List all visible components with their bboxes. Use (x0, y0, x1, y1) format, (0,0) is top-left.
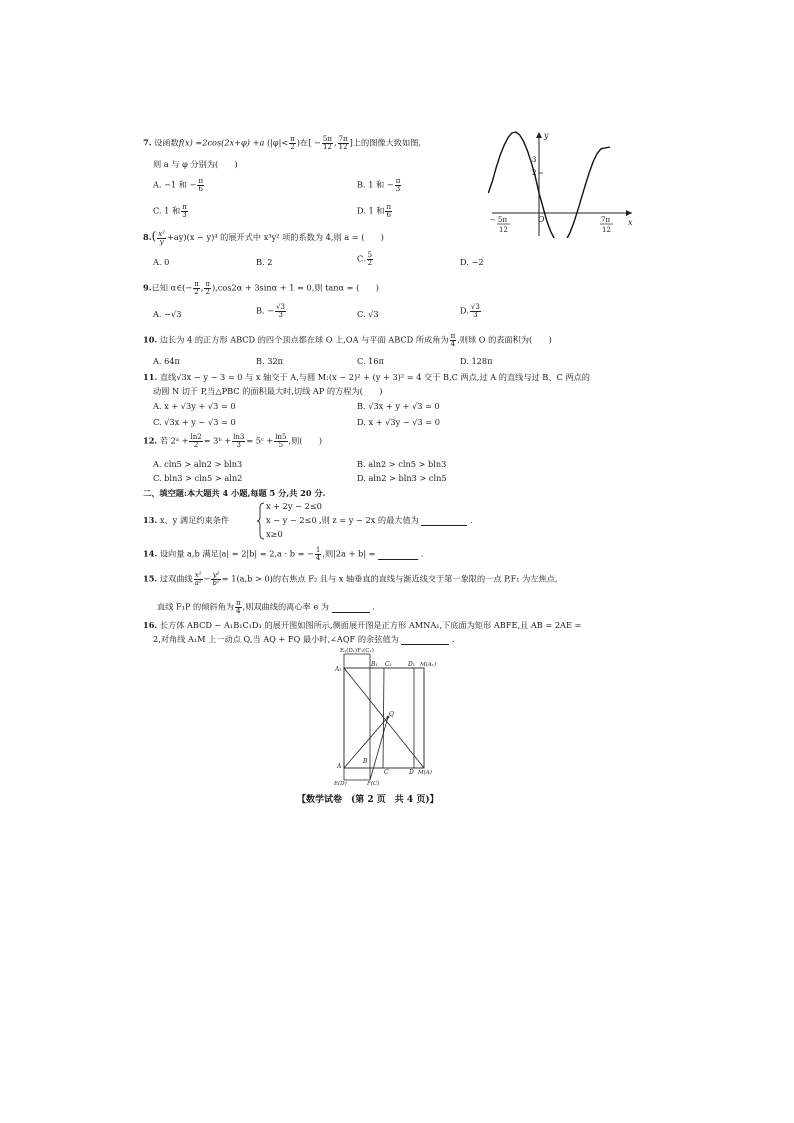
q16-text-1: 长方体 ABCD − A₁B₁C₁D₁ 的展开图如图所示,侧面展开图是正方形 AMNA₁,下底面为矩形 ABFE,且 AB = 2AE = (159, 620, 582, 630)
q8-stem (143, 230, 384, 246)
q7-option-a-text: A. −1 和 − (153, 179, 197, 190)
q13-text-b: ,则 z = y − 2x 的最大值为 (319, 515, 419, 525)
fig-label-ed: E(D) (334, 781, 347, 786)
q13-stem-a (143, 516, 229, 525)
q15-text-a: 过双曲线 (159, 573, 193, 584)
q13-brace (257, 502, 265, 540)
q16-text-2: 2,对角线 A₁M 上一动点 Q,当 AQ + FQ 最小时,∠AQF 的余弦值为 (153, 634, 399, 644)
q10-option-a[interactable]: A. 64π (153, 356, 180, 366)
q7-option-c-text: C. 1 和 (153, 205, 181, 216)
q11-option-c[interactable]: C. √3x + y − √3 = 0 (153, 417, 236, 427)
graph-y-tick-2: 2 (532, 169, 537, 177)
graph-y-arrow (536, 132, 542, 138)
q9-frac-2: $\frac{\pi}{2}$ (205, 280, 211, 296)
q7-option-a-frac: $\frac{\pi}{6}$ (198, 177, 204, 193)
q15-frac-y: $\frac{\text{y²}}{\text{b²}}$ (212, 571, 220, 587)
q16-end: . (451, 634, 455, 644)
q12-frac-ln2: $\frac{\ln 2}{2}$ (190, 433, 202, 449)
q11-stem-line1 (143, 373, 590, 382)
q11-number: 11. (143, 372, 158, 382)
q13-number: 13. (143, 515, 158, 525)
q8-option-d[interactable]: D. −2 (460, 257, 484, 267)
q15-text-b: = 1(a,b > 0)的右焦点 F₂ 且与 x 轴垂直的直线与渐近线交于第一象限的一点 P,F₁ 为左焦点, (221, 573, 558, 584)
q7-option-c[interactable] (153, 204, 189, 219)
q12-text-c: = 5ᶜ + (246, 435, 274, 446)
q14-end: . (420, 548, 424, 559)
q9-stem (143, 281, 379, 296)
q9-text-b: , (200, 282, 204, 293)
q8-paren: ( (151, 229, 157, 243)
q12-option-b[interactable]: B. aln2 > cln5 > bln3 (357, 459, 447, 469)
q7-comma: , (333, 137, 337, 148)
q13-answer-blank[interactable] (421, 516, 467, 526)
q12-option-c[interactable]: C. bln3 > cln5 > aln2 (153, 473, 243, 483)
q9-option-b-frac: $\frac{√3}{3}$ (276, 303, 286, 319)
q9-option-c[interactable]: C. √3 (357, 309, 379, 319)
q8-text: +ay)(x − y)⁴ 的展开式中 x³y² 项的系数为 4,则 a = ( ) (167, 232, 384, 242)
q9-option-b[interactable] (256, 304, 287, 319)
q7-option-d[interactable] (357, 204, 393, 219)
fig-label-d1: D₁ (408, 661, 416, 668)
q10-frac: $\frac{\pi}{4}$ (450, 332, 456, 348)
graph-x-arrow (626, 210, 632, 216)
q10-text-a: 边长为 4 的正方形 ABCD 的四个顶点都在球 O 上,OA 与平面 ABCD 所成角为 (159, 334, 449, 345)
graph-x-tick-right-den: 12 (602, 226, 611, 234)
graph-y-tick-3: 3 (532, 156, 537, 164)
q14-frac: $\frac{1}{4}$ (315, 546, 321, 562)
q15-stem-line1 (143, 572, 558, 587)
q13-constraint-2: x − y − 2≤0 (266, 515, 317, 525)
fig-label-b1: B₁ (371, 661, 378, 668)
q15-stem-line2 (157, 600, 375, 615)
graph-x-tick-left-num: 5π (498, 216, 508, 224)
q10-stem (143, 333, 552, 348)
q15-frac-x: $\frac{\text{x²}}{\text{a²}}$ (194, 571, 202, 587)
section-2-heading: 二、填空题:本大题共 4 小题,每题 5 分,共 20 分. (143, 488, 326, 498)
q9-text-c: ),cos2α + 3sinα + 1 = 0,则 tanα = ( ) (212, 282, 379, 293)
q13-constraint-1: x + 2y − 2≤0 (266, 501, 322, 511)
fig-label-c: C (384, 769, 389, 776)
q11-option-a[interactable]: A. x + √3y + √3 = 0 (153, 401, 236, 411)
q8-option-c-frac: $\frac{5}{2}$ (367, 251, 373, 267)
graph-x-tick-left-sign: − (490, 216, 496, 224)
graph-y-label: y (544, 131, 549, 140)
q7-option-b-text: B. 1 和 − (357, 179, 394, 190)
q14-number: 14. (143, 548, 158, 559)
q16-stem-line1 (143, 621, 581, 630)
q15-minus: − (203, 573, 211, 584)
q15-text-c: 直线 F₁P 的倾斜角为 (157, 601, 234, 612)
fig-label-a1: A₁ (335, 666, 342, 673)
q10-option-b[interactable]: B. 32π (256, 356, 284, 366)
q12-option-d[interactable]: D. aln2 > bln3 > cln5 (357, 473, 447, 483)
q16-unfolded-cuboid-figure (330, 646, 442, 786)
q12-stem (143, 434, 322, 449)
q12-text-b: = 3ᵇ + (203, 435, 232, 446)
q11-stem-line2: 动圆 N 切于 P,当△PBC 的面积最大时,切线 AP 的方程为( ) (153, 386, 383, 396)
fig-label-ma1: M(A₁) (420, 662, 437, 668)
q9-number: 9. (143, 282, 152, 293)
q14-text-a: 设向量 a,b 满足|a| = 2|b| = 2,a · b = − (159, 548, 314, 559)
graph-origin-label: O (538, 215, 545, 224)
q7-stem (143, 136, 421, 151)
q12-option-a[interactable]: A. cln5 > aln2 > bln3 (153, 459, 243, 469)
q9-frac-1: $\frac{\pi}{2}$ (194, 280, 199, 296)
q7-option-d-frac: $\frac{\pi}{6}$ (386, 203, 392, 219)
page-footer: 【数学试卷 (第 2 页 共 4 页)】 (297, 795, 439, 805)
q9-text-a: 已知 α∈(− (151, 282, 193, 293)
q12-frac-ln3: $\frac{\ln 3}{3}$ (233, 433, 245, 449)
fig-label-q: Q (389, 711, 394, 718)
q11-option-d[interactable]: D. x + √3y − √3 = 0 (357, 417, 440, 427)
q7-option-c-frac: $\frac{\pi}{3}$ (182, 203, 187, 219)
q11-option-b[interactable]: B. √3x + y + √3 = 0 (357, 401, 440, 411)
q7-frac-7pi12: $\frac{7\pi}{12}$ (338, 135, 348, 151)
q15-text-d: ,则双曲线的离心率 e 为 (242, 601, 329, 612)
q8-option-a[interactable]: A. 0 (153, 257, 170, 267)
fig-label-b: B (363, 758, 368, 765)
q13-text-a: x、y 满足约束条件 (159, 515, 230, 525)
q14-answer-blank[interactable] (378, 550, 418, 560)
q16-stem-line2 (153, 635, 455, 645)
q16-number: 16. (143, 620, 158, 630)
q14-stem (143, 547, 423, 562)
graph-x-label: x (628, 218, 633, 227)
q10-option-d[interactable]: D. 128π (460, 356, 493, 366)
q7-number: 7. (143, 137, 152, 148)
q8-frac: $\frac{\text{x²}}{y}$ (158, 229, 166, 246)
q13-end: . (470, 515, 473, 525)
q8-option-b[interactable]: B. 2 (256, 257, 273, 267)
q13-stem-b (319, 516, 473, 526)
q10-text-b: ,则球 O 的表面积为( ) (457, 334, 552, 345)
q15-frac-pi4: $\frac{\pi}{4}$ (236, 599, 241, 615)
q8-option-c[interactable] (357, 252, 374, 267)
q7-cond: (|φ|< (266, 137, 289, 148)
fig-label-c1: C₁ (385, 661, 392, 668)
fig-label-d: D (409, 769, 414, 776)
q7-interval-open: )在[ − (296, 137, 321, 148)
fig-label-fc: F(C) (367, 781, 380, 786)
fig-label-ma: M(A) (418, 770, 432, 776)
q12-frac-ln5: $\frac{\ln 5}{5}$ (275, 433, 287, 449)
q10-option-c[interactable]: C. 16π (357, 356, 384, 366)
q9-option-d-frac: $\frac{√3}{3}$ (470, 303, 480, 319)
q13-constraint-3: x≥0 (266, 529, 283, 539)
q14-text-b: ,则|2a + b| = (322, 548, 376, 559)
q9-option-d[interactable] (460, 304, 482, 319)
q9-option-d-text: D. (460, 305, 469, 316)
q7-option-a[interactable] (153, 178, 205, 193)
graph-x-tick-right-num: 7π (601, 216, 611, 224)
q7-option-d-text: D. 1 和 (357, 205, 385, 216)
q7-option-b[interactable] (357, 178, 402, 193)
q12-number: 12. (143, 435, 158, 446)
q8-option-c-text: C. (357, 253, 366, 264)
q15-number: 15. (143, 573, 158, 584)
q7-ask: 则 a 与 φ 分别为( ) (153, 159, 238, 169)
q7-frac-5pi12: $\frac{5\pi}{12}$ (322, 135, 332, 151)
q7-text-end: ]上的图像大致如图, (349, 137, 421, 148)
graph-x-tick-left-den: 12 (499, 226, 508, 234)
q12-text-a: 若 2ᵃ + (159, 435, 189, 446)
q8-number: 8. (143, 232, 152, 242)
q11-text-1: 直线√3x − y − 3 = 0 与 x 轴交于 A,与圆 M:(x − 2)² + (y + 3)² = 4 交于 B,C 两点,过 A 的直线与过 B、C 两点的 (159, 372, 590, 382)
q15-answer-blank[interactable] (332, 603, 370, 613)
q10-number: 10. (143, 334, 158, 345)
q12-text-d: ,则( ) (288, 435, 323, 446)
q15-end: . (372, 601, 375, 612)
q7-function-graph (488, 128, 638, 238)
q7-text: 设函数 (154, 137, 179, 148)
fig-label-a: A (337, 763, 342, 770)
q7-func: f(x) =2cos(2x+φ) +a (178, 137, 265, 148)
q16-answer-blank[interactable] (401, 635, 449, 645)
q9-option-a[interactable]: A. −√3 (153, 309, 182, 319)
q7-option-b-frac: $\frac{\pi}{3}$ (395, 177, 401, 193)
q9-option-b-text: B. − (256, 305, 275, 316)
fig-label-top: E₁(D₁)F₁(C₁) (340, 648, 374, 654)
q7-frac-pi2: $\frac{\pi}{2}$ (290, 135, 295, 151)
